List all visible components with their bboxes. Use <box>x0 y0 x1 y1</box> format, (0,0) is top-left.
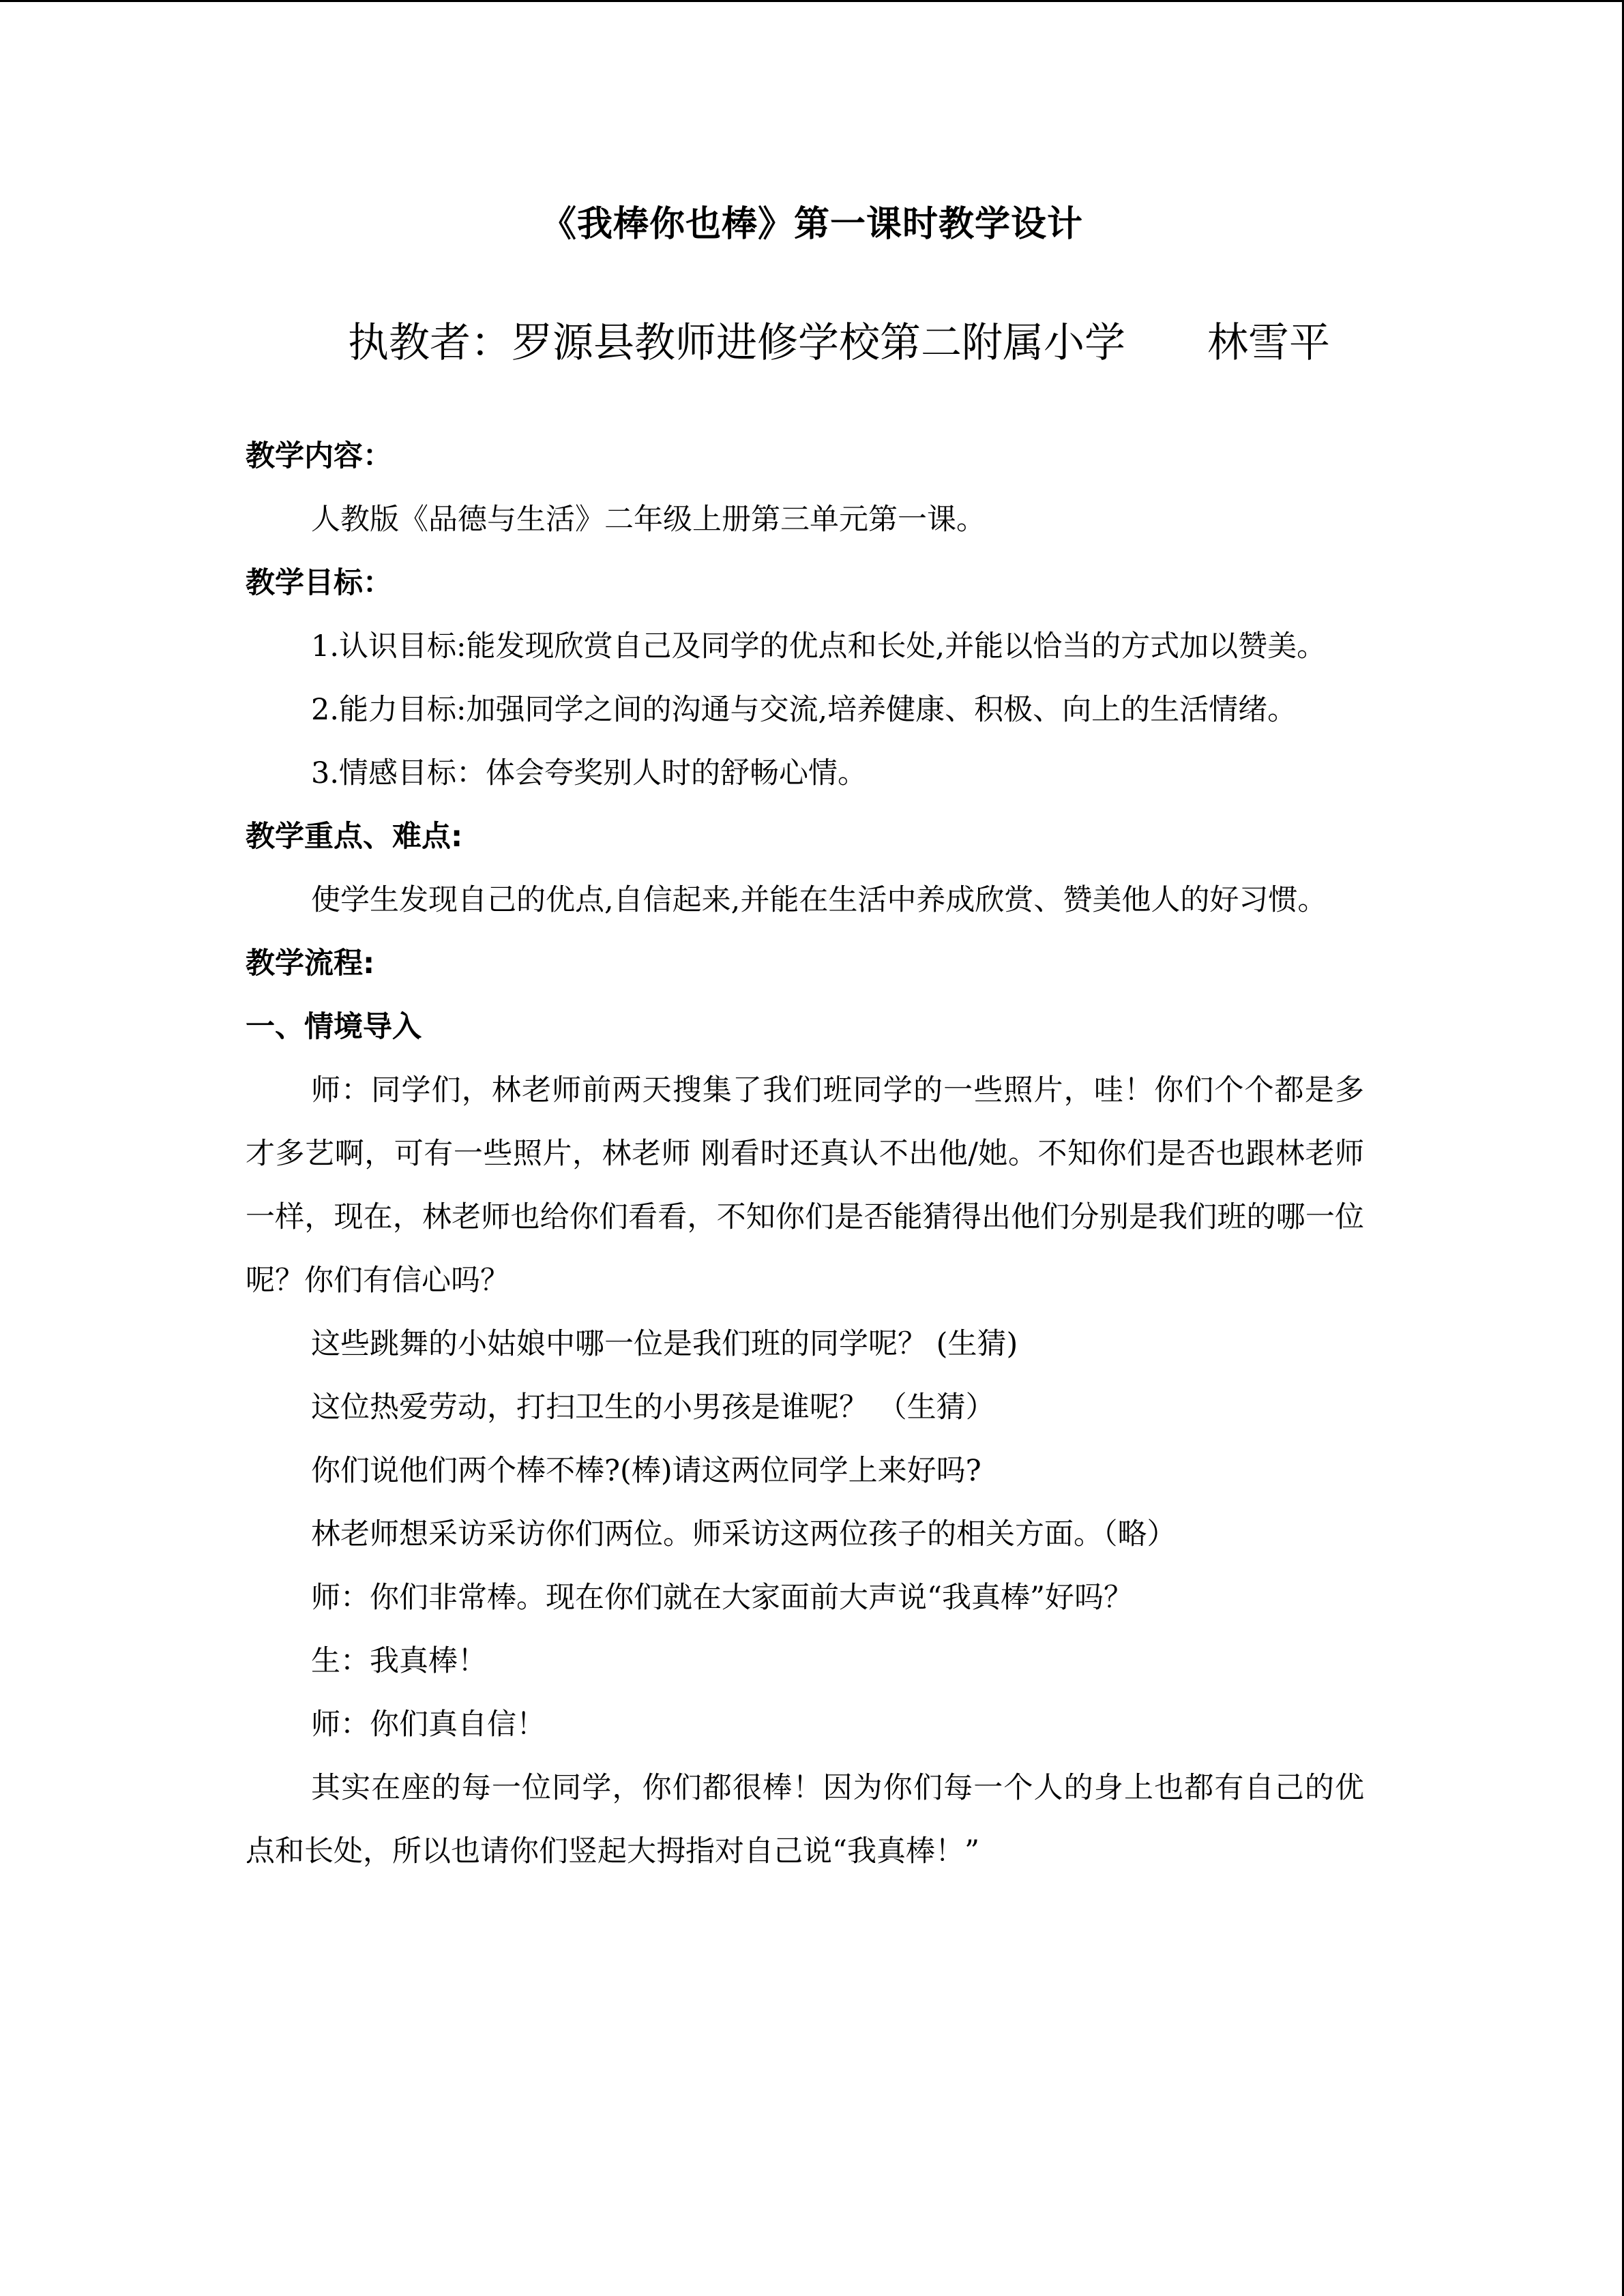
goal-item-1: 1.认识目标:能发现欣赏自己及同学的优点和长处,并能以恰当的方式加以赞美。 <box>311 629 1327 664</box>
step-1-paragraph: 师：同学们，林老师前两天搜集了我们班同学的一些照片，哇！你们个个都是多才多艺啊，可有一些照片，林老师 刚看时还真认不出他/她。不知你们是否也跟林老师一样，现在，林老师也给你们看看，不知你们是否能猜得出他们分别是我们班的哪一位呢？你们有信心吗？ <box>246 1073 1364 1298</box>
step-1-heading: 一、情境导入 <box>246 1010 422 1044</box>
page-title: 《我棒你也棒》第一课时教学设计 <box>540 204 1083 245</box>
author-label: 执教者：罗源县教师进修学校第二附属小学 <box>348 319 1125 367</box>
author-name: 林雪平 <box>1207 319 1330 367</box>
dialogue-line-7: 师：你们真自信！ <box>311 1708 546 1742</box>
closing-paragraph: 其实在座的每一位同学，你们都很棒！因为你们每一个人的身上也都有自己的优点和长处，所以也请你们竖起大拇指对自己说“我真棒！” <box>246 1771 1364 1868</box>
dialogue-line-1: 这些跳舞的小姑娘中哪一位是我们班的同学呢？ (生猜) <box>311 1327 1018 1361</box>
dialogue-line-5: 师：你们非常棒。现在你们就在大家面前大声说“我真棒”好吗？ <box>311 1581 1133 1615</box>
flow-heading: 教学流程: <box>246 946 375 981</box>
key-points-text: 使学生发现自己的优点,自信起来,并能在生活中养成欣赏、赞美他人的好习惯。 <box>311 883 1327 917</box>
goal-item-2: 2.能力目标:加强同学之间的沟通与交流,培养健康、积极、向上的生活情绪。 <box>311 693 1297 727</box>
dialogue-line-4: 林老师想采访采访你们两位。师采访这两位孩子的相关方面。（略） <box>311 1517 1177 1551</box>
goals-heading: 教学目标： <box>246 566 392 600</box>
dialogue-line-6: 生：我真棒！ <box>311 1644 487 1678</box>
content-text: 人教版《品德与生活》二年级上册第三单元第一课。 <box>311 503 986 537</box>
document-body <box>246 425 1364 1883</box>
dialogue-line-3: 你们说他们两个棒不棒?(棒)请这两位同学上来好吗? <box>311 1454 981 1488</box>
content-heading: 教学内容： <box>246 439 392 473</box>
author-line <box>348 316 1330 370</box>
dialogue-line-2: 这位热爱劳动，打扫卫生的小男孩是谁呢？ （生猜） <box>311 1390 995 1425</box>
goal-item-3: 3.情感目标：体会夸奖别人时的舒畅心情。 <box>311 756 868 790</box>
key-points-heading: 教学重点、难点: <box>246 820 463 854</box>
